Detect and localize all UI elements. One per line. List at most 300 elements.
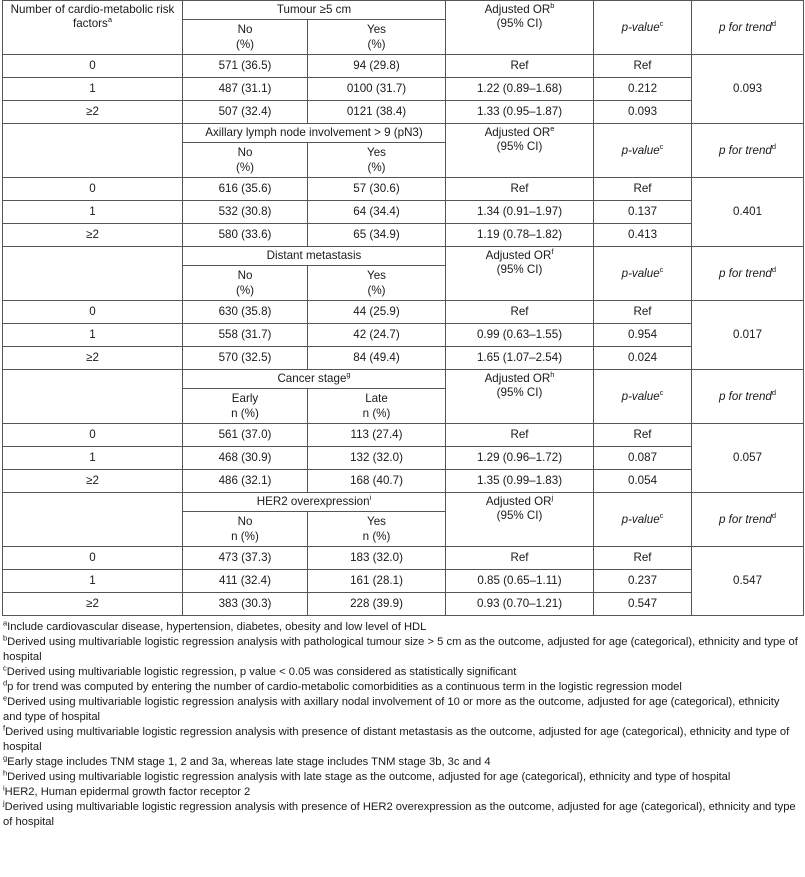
cell-value: 0.413 (628, 228, 658, 241)
footnote (3, 800, 801, 830)
cell-value: 616 (35.6) (218, 182, 272, 195)
or-header-cell (446, 124, 594, 178)
cell-or (446, 201, 594, 224)
cell-a (183, 347, 308, 370)
cell-b (308, 101, 446, 124)
cell-p (594, 593, 692, 616)
footnote-marker: d (3, 678, 8, 688)
pvalue-header-label: p-value (621, 143, 660, 157)
cell-value: 0.054 (628, 474, 658, 487)
cell-value: 1 (89, 574, 96, 587)
cell-b (308, 55, 446, 78)
subcolumn-b (308, 143, 446, 178)
pvalue-header-cell (594, 247, 692, 301)
cell-a (183, 78, 308, 101)
cell-or (446, 447, 594, 470)
cell-a (183, 324, 308, 347)
section-title (183, 370, 446, 389)
cell-factor (3, 347, 183, 370)
cell-value: 0 (89, 428, 96, 441)
cell-p (594, 570, 692, 593)
table-row (3, 201, 804, 224)
factor-header-cell (3, 493, 183, 547)
cell-p (594, 447, 692, 470)
subcolumn-unit: (%) (235, 161, 255, 174)
cell-p (594, 547, 692, 570)
cell-value: 571 (36.5) (218, 59, 272, 72)
cell-value: 1 (89, 205, 96, 218)
cell-value: 0.954 (628, 328, 658, 341)
cell-value: 0.087 (628, 451, 658, 464)
footnote-marker: h (550, 370, 555, 380)
or-header-label: Adjusted OR (484, 126, 551, 139)
trend-value: 0.547 (733, 574, 763, 587)
section-title-text: Tumour ≥5 cm (276, 3, 352, 16)
trend-value: 0.093 (733, 82, 763, 95)
cell-b (308, 224, 446, 247)
section-title-text: Axillary lymph node involvement > 9 (pN3) (205, 126, 423, 139)
footnote-marker: g (346, 370, 351, 380)
subcolumn-label: No (237, 23, 253, 36)
cell-factor (3, 178, 183, 201)
cell-value: 64 (34.4) (353, 205, 400, 218)
table-row (3, 301, 804, 324)
cell-factor (3, 570, 183, 593)
subcolumn-b (308, 389, 446, 424)
cell-p (594, 78, 692, 101)
subcolumn-label: Late (365, 392, 388, 405)
cell-value: 168 (40.7) (350, 474, 403, 487)
footnote (3, 770, 801, 785)
pvalue-header-cell (594, 370, 692, 424)
footnote-marker: b (550, 1, 555, 11)
subcolumn-unit: (%) (367, 161, 386, 174)
subcolumn-label: Yes (367, 269, 386, 282)
cell-or (446, 101, 594, 124)
cell-value: Ref (510, 551, 529, 564)
cell-a (183, 301, 308, 324)
cell-trend (692, 547, 804, 616)
cell-value: 0 (89, 551, 96, 564)
footnote (3, 725, 801, 755)
footnote-marker: i (3, 783, 5, 793)
cell-factor (3, 101, 183, 124)
subcolumn-label: Yes (367, 515, 386, 528)
footnote-marker: j (551, 493, 554, 503)
cell-value: 1.65 (1.07–2.54) (476, 351, 563, 364)
cell-p (594, 347, 692, 370)
cell-p (594, 201, 692, 224)
section-title (183, 124, 446, 143)
footnotes (0, 616, 801, 830)
subcolumn-b (308, 266, 446, 301)
cell-trend (692, 178, 804, 247)
cell-value: Ref (633, 551, 652, 564)
cell-a (183, 55, 308, 78)
footnote-marker: c (3, 663, 7, 673)
cell-factor (3, 224, 183, 247)
section-title (183, 247, 446, 266)
cell-p (594, 324, 692, 347)
cell-value: Ref (510, 182, 529, 195)
or-header-label: Adjusted OR (485, 495, 552, 508)
table-row (3, 547, 804, 570)
table-row (3, 178, 804, 201)
footnote-marker: a (107, 15, 112, 25)
cell-value: Ref (633, 59, 652, 72)
cell-value: 65 (34.9) (353, 228, 400, 241)
trend-header-cell (692, 1, 804, 55)
table-row (3, 101, 804, 124)
cell-value: 84 (49.4) (353, 351, 400, 364)
cell-value: Ref (510, 428, 529, 441)
cell-value: 0.85 (0.65–1.11) (477, 574, 562, 587)
trend-header-label: p for trend (719, 20, 772, 34)
cell-b (308, 301, 446, 324)
cell-value: 0.024 (628, 351, 658, 364)
cell-factor (3, 470, 183, 493)
cell-value: Ref (510, 305, 529, 318)
factor-header-cell (3, 1, 183, 55)
cell-value: 383 (30.3) (218, 597, 272, 610)
footnote-text: HER2, Human epidermal growth factor receptor 2 (4, 786, 251, 798)
subcolumn-b (308, 512, 446, 547)
footnote-marker: j (3, 798, 5, 808)
table-row (3, 593, 804, 616)
footnote-marker: d (771, 18, 777, 28)
factor-header-label: Number of cardio-metabolic risk factors (10, 3, 175, 30)
section-title (183, 493, 446, 512)
factor-header-cell (3, 124, 183, 178)
cell-value: 580 (33.6) (218, 228, 272, 241)
footnote-marker: c (659, 18, 664, 28)
footnote-text: Derived using multivariable logistic regression analysis with axillary nodal involvement of 10 or more as the outcome, adjusted for age (categorical), ethnicity and type of hospital (3, 696, 780, 723)
cell-value: ≥2 (86, 105, 99, 118)
footnote (3, 620, 801, 635)
cell-value: 113 (27.4) (350, 428, 403, 441)
pvalue-header-label: p-value (621, 266, 660, 280)
cell-or (446, 570, 594, 593)
cell-value: 0 (89, 305, 96, 318)
table-row (3, 78, 804, 101)
cell-value: 1.33 (0.95–1.87) (476, 105, 563, 118)
cell-or (446, 324, 594, 347)
table-row (3, 570, 804, 593)
section-header-row (3, 493, 804, 512)
cell-value: Ref (510, 59, 529, 72)
cell-a (183, 224, 308, 247)
cell-a (183, 547, 308, 570)
cell-b (308, 470, 446, 493)
footnote-marker: h (3, 768, 8, 778)
cell-value: 487 (31.1) (218, 82, 272, 95)
cell-value: 0.547 (628, 597, 658, 610)
cell-value: 0 (89, 182, 96, 195)
cell-value: Ref (633, 305, 652, 318)
cell-value: 570 (32.5) (218, 351, 272, 364)
cell-factor (3, 55, 183, 78)
cell-b (308, 424, 446, 447)
cell-value: 161 (28.1) (350, 574, 403, 587)
cell-or (446, 547, 594, 570)
subcolumn-label: No (237, 515, 253, 528)
footnote-text: Early stage includes TNM stage 1, 2 and 3a, whereas late stage includes TNM stage 3b, 3c and 4 (7, 756, 491, 768)
cell-a (183, 447, 308, 470)
pvalue-header-cell (594, 1, 692, 55)
cell-p (594, 101, 692, 124)
cell-a (183, 470, 308, 493)
cell-value: 532 (30.8) (218, 205, 272, 218)
section-title-text: Distant metastasis (266, 249, 362, 262)
cell-b (308, 570, 446, 593)
section-title-text: Cancer stage (277, 372, 347, 385)
section-title-text: HER2 overexpression (256, 495, 370, 508)
table-row (3, 470, 804, 493)
cell-value: 0.237 (628, 574, 658, 587)
table-row (3, 55, 804, 78)
cell-trend (692, 55, 804, 124)
pvalue-header-cell (594, 124, 692, 178)
cell-or (446, 347, 594, 370)
subcolumn-label: Yes (367, 146, 386, 159)
footnote-marker: b (3, 633, 8, 643)
section-header-row (3, 1, 804, 20)
or-header-sub: (95% CI) (496, 263, 543, 276)
cell-value: 0.99 (0.63–1.55) (476, 328, 563, 341)
footnote (3, 635, 801, 665)
pvalue-header-label: p-value (621, 512, 660, 526)
subcolumn-unit: n (%) (231, 407, 259, 420)
footnote-marker: c (659, 387, 664, 397)
trend-header-cell (692, 124, 804, 178)
cell-factor (3, 324, 183, 347)
table-row (3, 224, 804, 247)
footnote-marker: c (659, 264, 664, 274)
footnote-text: p for trend was computed by entering the number of cardio-metabolic comorbidities as a continuous term in the logistic regression model (7, 681, 682, 693)
cell-value: 486 (32.1) (218, 474, 272, 487)
subcolumn-unit: (%) (235, 38, 255, 51)
cell-value: 228 (39.9) (350, 597, 403, 610)
footnote-marker: d (771, 387, 777, 397)
cell-value: 132 (32.0) (350, 451, 403, 464)
footnote-text: Derived using multivariable logistic regression analysis with late stage as the outcome, adjusted for age (categorical), ethnicity and type of hospital (7, 771, 731, 783)
cell-b (308, 593, 446, 616)
cell-p (594, 424, 692, 447)
cell-value: 1.19 (0.78–1.82) (476, 228, 563, 241)
footnote (3, 680, 801, 695)
cell-value: ≥2 (86, 351, 99, 364)
subcolumn-label: No (237, 146, 253, 159)
footnote (3, 755, 801, 770)
footnote-marker: g (3, 753, 8, 763)
or-header-sub: (95% CI) (496, 140, 543, 153)
cell-value: 1 (89, 451, 96, 464)
pvalue-header-label: p-value (621, 389, 660, 403)
cell-factor (3, 201, 183, 224)
cell-or (446, 55, 594, 78)
cell-or (446, 424, 594, 447)
cell-a (183, 424, 308, 447)
cell-value: 561 (37.0) (218, 428, 272, 441)
or-header-label: Adjusted OR (484, 372, 551, 385)
cell-trend (692, 424, 804, 493)
factor-header-cell (3, 370, 183, 424)
subcolumn-a (183, 389, 308, 424)
subcolumn-label: Yes (367, 23, 386, 36)
footnote-text: Derived using multivariable logistic regression analysis with presence of distant metastasis as the outcome, adjusted for age (categorical), ethnicity and type of hospital (3, 726, 790, 753)
footnote-marker: i (369, 493, 372, 503)
footnote (3, 695, 801, 725)
footnote-marker: f (3, 723, 6, 733)
or-header-cell (446, 370, 594, 424)
subcolumn-b (308, 20, 446, 55)
cell-value: 183 (32.0) (350, 551, 403, 564)
pvalue-header-cell (594, 493, 692, 547)
subcolumn-unit: n (%) (231, 530, 259, 543)
cell-or (446, 78, 594, 101)
cell-a (183, 593, 308, 616)
subcolumn-unit: (%) (367, 284, 386, 297)
cell-a (183, 201, 308, 224)
or-header-sub: (95% CI) (496, 386, 543, 399)
cell-value: 1.34 (0.91–1.97) (476, 205, 563, 218)
table-row (3, 424, 804, 447)
cell-value: Ref (633, 428, 652, 441)
cell-a (183, 178, 308, 201)
cell-p (594, 301, 692, 324)
footnote-marker: d (771, 141, 777, 151)
trend-header-cell (692, 493, 804, 547)
cell-factor (3, 301, 183, 324)
or-header-sub: (95% CI) (496, 509, 543, 522)
cell-p (594, 178, 692, 201)
cell-b (308, 201, 446, 224)
footnote-marker: e (3, 693, 8, 703)
subcolumn-a (183, 20, 308, 55)
or-header-cell (446, 1, 594, 55)
cell-factor (3, 447, 183, 470)
subcolumn-a (183, 266, 308, 301)
footnote-text: Include cardiovascular disease, hypertension, diabetes, obesity and low level of HDL (7, 621, 427, 633)
cell-p (594, 55, 692, 78)
trend-value: 0.017 (733, 328, 763, 341)
cell-value: 0 (89, 59, 96, 72)
footnote-marker: d (771, 264, 777, 274)
cell-trend (692, 301, 804, 370)
footnote (3, 665, 801, 680)
trend-header-label: p for trend (719, 512, 772, 526)
cell-value: 57 (30.6) (353, 182, 400, 195)
cell-value: 1.35 (0.99–1.83) (476, 474, 563, 487)
subcolumn-label: Early (231, 392, 259, 405)
cell-or (446, 224, 594, 247)
trend-value: 0.057 (733, 451, 763, 464)
footnote-marker: f (551, 247, 554, 257)
cell-b (308, 78, 446, 101)
cell-b (308, 547, 446, 570)
cell-value: 473 (37.3) (218, 551, 272, 564)
factor-header-cell (3, 247, 183, 301)
trend-header-label: p for trend (719, 266, 772, 280)
footnote-text: Derived using multivariable logistic regression analysis with pathological tumour size > 5 cm as the outcome, adjusted for age (categorical), ethnicity and type of hospital (3, 636, 798, 663)
cell-value: 0.93 (0.70–1.21) (476, 597, 563, 610)
or-header-label: Adjusted OR (484, 3, 551, 16)
cell-value: 468 (30.9) (218, 451, 272, 464)
cell-value: ≥2 (86, 474, 99, 487)
cell-value: 507 (32.4) (218, 105, 272, 118)
or-header-cell (446, 247, 594, 301)
section-header-row (3, 247, 804, 266)
or-header-cell (446, 493, 594, 547)
footnote-marker: e (550, 124, 555, 134)
table-row (3, 347, 804, 370)
or-header-label: Adjusted OR (485, 249, 552, 262)
cell-value: 558 (31.7) (218, 328, 272, 341)
subcolumn-a (183, 512, 308, 547)
cell-p (594, 470, 692, 493)
cell-value: ≥2 (86, 228, 99, 241)
cell-b (308, 447, 446, 470)
cell-or (446, 301, 594, 324)
cell-value: 0121 (38.4) (346, 105, 407, 118)
cell-b (308, 324, 446, 347)
subcolumn-unit: (%) (235, 284, 255, 297)
footnote-text: Derived using multivariable logistic regression, p value < 0.05 was considered as statistically significant (6, 666, 517, 678)
subcolumn-unit: n (%) (362, 530, 391, 543)
section-header-row (3, 124, 804, 143)
subcolumn-a (183, 143, 308, 178)
cell-factor (3, 547, 183, 570)
subcolumn-label: No (237, 269, 253, 282)
cell-value: 411 (32.4) (219, 574, 271, 587)
footnote-text: Derived using multivariable logistic regression analysis with presence of HER2 overexpression as the outcome, adjusted for age (categorical), ethnicity and type of hospital (3, 801, 796, 828)
trend-header-cell (692, 247, 804, 301)
footnote-marker: a (3, 618, 8, 628)
footnote-marker: c (659, 510, 664, 520)
cell-value: ≥2 (86, 597, 99, 610)
cell-a (183, 101, 308, 124)
cell-value: 0.093 (628, 105, 658, 118)
cell-value: 1.29 (0.96–1.72) (476, 451, 563, 464)
subcolumn-unit: (%) (367, 38, 386, 51)
cell-value: 94 (29.8) (353, 59, 400, 72)
trend-header-label: p for trend (719, 143, 772, 157)
results-table (2, 0, 804, 616)
footnote-marker: c (659, 141, 664, 151)
cell-a (183, 570, 308, 593)
cell-value: 44 (25.9) (353, 305, 400, 318)
cell-b (308, 178, 446, 201)
cell-value: Ref (633, 182, 652, 195)
table-row (3, 447, 804, 470)
cell-factor (3, 593, 183, 616)
cell-value: 0.137 (628, 205, 658, 218)
cell-value: 42 (24.7) (353, 328, 400, 341)
or-header-sub: (95% CI) (496, 17, 543, 30)
footnote (3, 785, 801, 800)
cell-value: 0100 (31.7) (346, 82, 407, 95)
cell-value: 1.22 (0.89–1.68) (476, 82, 563, 95)
trend-header-cell (692, 370, 804, 424)
cell-b (308, 347, 446, 370)
pvalue-header-label: p-value (621, 20, 660, 34)
section-title (183, 1, 446, 20)
cell-value: 1 (89, 328, 96, 341)
footnote-marker: d (771, 510, 777, 520)
section-header-row (3, 370, 804, 389)
table-row (3, 324, 804, 347)
cell-or (446, 178, 594, 201)
